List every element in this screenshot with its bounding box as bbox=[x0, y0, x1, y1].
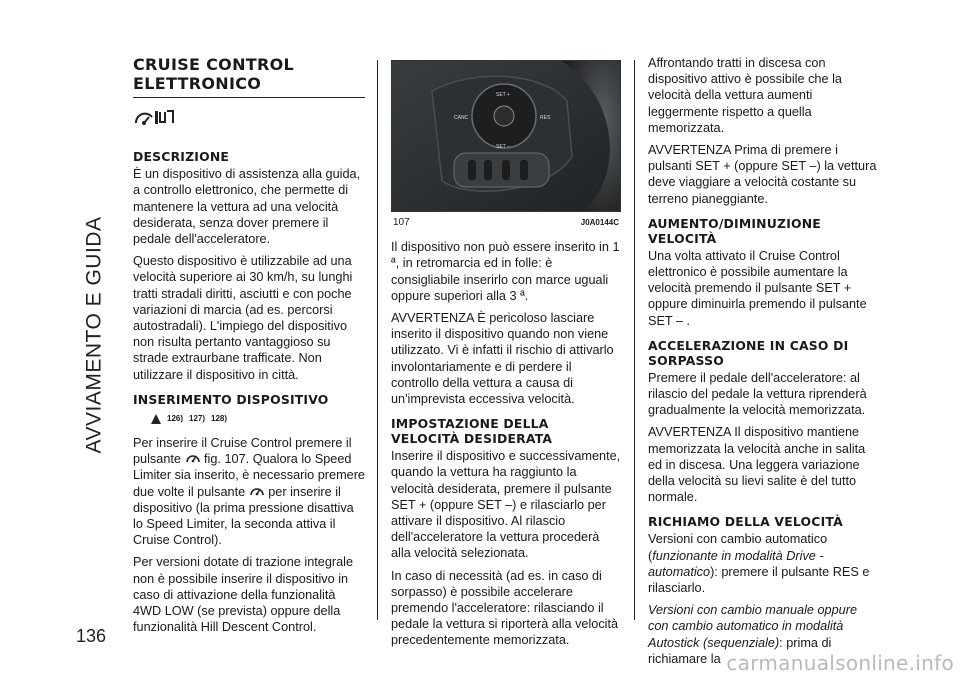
richiamo-text-italic-2: Versioni con cambio manuale oppure con cambio automatico in modalità Autostick (sequenziale) bbox=[648, 603, 857, 650]
watermark-text: carmanualsonline.info bbox=[726, 651, 954, 675]
steering-wheel-photo bbox=[392, 61, 620, 211]
richiamo-text-italic: funzionante in modalità Drive - automatico bbox=[648, 548, 824, 579]
figure-code: J0A0144C bbox=[580, 218, 619, 227]
descrizione-paragraph-2: Questo dispositivo è utilizzabile ad una velocità superiore ai 30 km/h, su lunghi tratti stradali diritti, asciutti e con poche variazioni di marcia (ad es. percorsi autostradali). L'impiego del dispositivo non risulta pertanto vantaggioso su strade extraurbane trafficate. Non utilizzare il dispositivo in città. bbox=[133, 254, 353, 382]
heading-descrizione: DESCRIZIONE bbox=[133, 149, 230, 165]
impostazione-paragraph-1: Inserire il dispositivo e successivamente, quando la vettura ha raggiunto la velocità desiderata, premere il pulsante SET + (oppure SET –) e rilasciarlo per attivare il dispositivo. Al rilascio dell'acceleratore la vettura procederà alla velocità selezionata. bbox=[391, 449, 621, 561]
inserimento-text-c: per inserire il dispositivo (la prima pressione disattiva lo Speed Limiter, la seconda attiva il Cruise Control). bbox=[133, 484, 354, 548]
impostazione-paragraph-2: In caso di necessità (ad es. in caso di sorpasso) è possibile accelerare premendo l'acceleratore: rilasciando il pedale la vettura si riporterà alla velocità precedentemente memorizzata. bbox=[391, 568, 619, 648]
heading-impostazione: IMPOSTAZIONE DELLA VELOCITÀ DESIDERATA bbox=[391, 416, 553, 447]
column-divider-1 bbox=[377, 60, 378, 620]
accelerazione-paragraph-2: AVVERTENZA Il dispositivo mantiene memorizzata la velocità anche in salita ed in discesa. Una leggera variazione della velocità su lievi salite è del tutto normale. bbox=[648, 425, 866, 505]
accelerazione-paragraph-1: Premere il pedale dell'acceleratore: al rilascio del pedale la vettura riprenderà gradualmente la velocità memorizzata. bbox=[648, 370, 867, 418]
warning-references bbox=[151, 411, 365, 427]
aumento-paragraph-1: Una volta attivato il Cruise Control elettronico è possibile aumentare la velocità premendo il pulsante SET + oppure diminuirla premendo il pulsante SET – . bbox=[648, 248, 867, 328]
ref-127: 127) bbox=[189, 413, 206, 423]
heading-aumento: AUMENTO/DIMINUZIONE VELOCITÀ bbox=[648, 215, 821, 246]
ref-128: 128) bbox=[211, 413, 228, 423]
richiamo-paragraph-1 bbox=[648, 531, 880, 596]
column-divider-2 bbox=[634, 60, 635, 620]
richiamo-text-c: : prima di richiamare la bbox=[648, 635, 832, 666]
col3-paragraph-1: Affrontando tratti in discesa con dispositivo attivo è possibile che la velocità della vettura aumenti leggermente rispetto a quella memorizzata. bbox=[648, 56, 842, 135]
ref-126: 126) bbox=[167, 413, 184, 423]
inserimento-paragraph-2: Per versioni dotate di trazione integrale non è possibile inserire il dispositivo in caso di attivazione della funzionalità 4WD LOW (se prevista) oppure della funzionalità Hill Descent Control. bbox=[133, 555, 354, 635]
inserimento-paragraph-1 bbox=[133, 435, 365, 548]
steering-wheel-figure bbox=[391, 60, 621, 212]
richiamo-text-b: ): premere il pulsante RES e rilasciarlo. bbox=[648, 564, 870, 596]
col3-paragraph-2: AVVERTENZA Prima di premere i pulsanti SET + (oppure SET –) la vettura deve viaggiare a velocità costante su terreno pianeggiante. bbox=[648, 143, 877, 206]
descrizione-paragraph-1: È un dispositivo di assistenza alla guida, a controllo elettronico, che permette di mantenere la vettura ad una velocità desiderata, senza dover premere il pedale dell'acceleratore. bbox=[133, 167, 361, 247]
warning-icon bbox=[151, 414, 161, 424]
heading-accelerazione: ACCELERAZIONE IN CASO DI SORPASSO bbox=[648, 337, 849, 368]
column-2 bbox=[391, 56, 621, 655]
chapter-side-title-text: AVVIAMENTO E GUIDA bbox=[82, 216, 105, 454]
button-label-set-plus: SET + bbox=[496, 92, 510, 98]
heading-richiamo: RICHIAMO DELLA VELOCITÀ bbox=[648, 514, 843, 530]
column-3 bbox=[648, 55, 880, 673]
col2-paragraph-1: Il dispositivo non può essere inserito in 1 ª, in retromarcia ed in folle: è consigliabile inserirlo con marce uguali oppure superiori alla 3 ª. bbox=[391, 240, 620, 303]
figure-caption bbox=[393, 215, 619, 231]
figure-number: 107 bbox=[393, 217, 410, 228]
cruise-speedometer-icon bbox=[249, 484, 265, 498]
cruise-control-icon bbox=[133, 108, 175, 132]
chapter-side-title bbox=[74, 40, 114, 630]
col2-paragraph-2: AVVERTENZA È pericoloso lasciare inserito il dispositivo quando non viene utilizzato. Vi è infatti il rischio di attivarlo involontariamente e di perdere il controllo della vettura a causa di un'imprevista eccessiva velocità. bbox=[391, 311, 614, 407]
button-label-set-minus: SET – bbox=[496, 144, 510, 150]
page-number: 136 bbox=[76, 626, 107, 646]
button-label-canc: CANC bbox=[454, 115, 469, 121]
cruise-speedometer-icon bbox=[185, 451, 201, 465]
button-label-res: RES bbox=[540, 115, 551, 121]
inserimento-text-b: fig. 107. Qualora lo Speed Limiter sia inserito, è necessario premere due volte il pulsante bbox=[133, 452, 365, 499]
page-title: CRUISE CONTROL ELETTRONICO bbox=[133, 55, 365, 98]
heading-inserimento: INSERIMENTO DISPOSITIVO bbox=[133, 391, 329, 407]
column-1 bbox=[133, 55, 365, 641]
richiamo-text-a: Versioni con cambio automatico ( bbox=[648, 532, 828, 563]
inserimento-text-a: Per inserire il Cruise Control premere il pulsante bbox=[133, 436, 352, 467]
